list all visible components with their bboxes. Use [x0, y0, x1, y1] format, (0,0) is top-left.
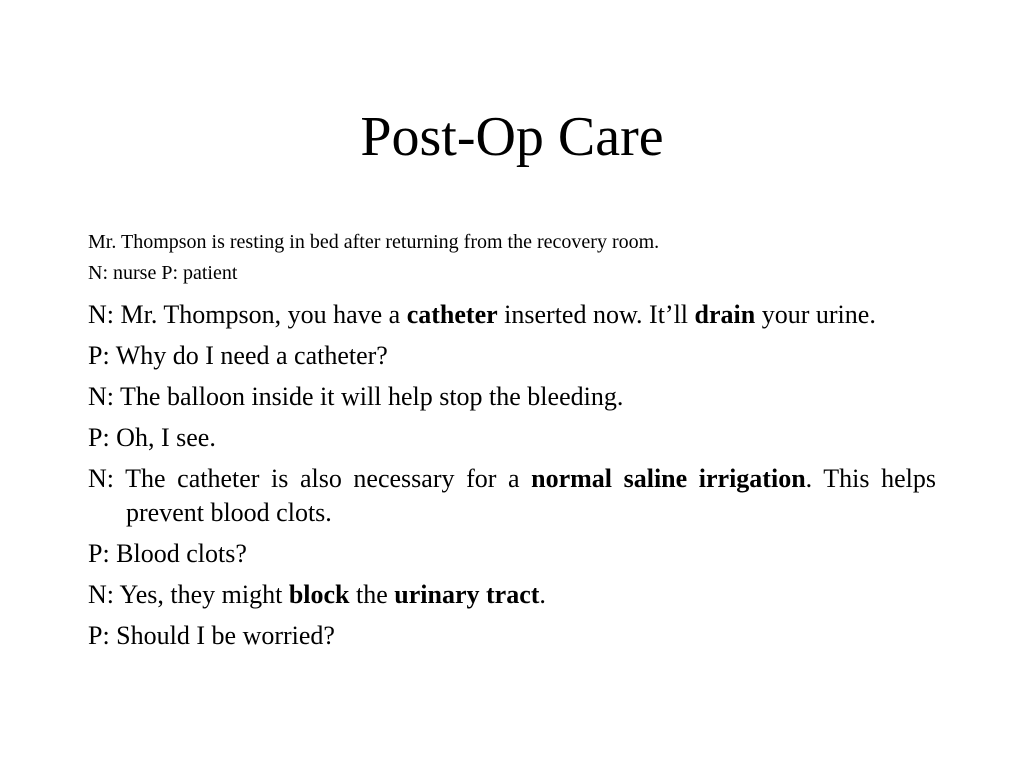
dialogue-line	[88, 619, 936, 653]
speaker-legend: N: nurse P: patient	[88, 262, 238, 284]
dialogue-line	[88, 298, 936, 332]
dialogue-text: P: Why do I need a catheter?	[88, 341, 388, 370]
dialogue-line	[88, 421, 936, 455]
keyword: block	[288, 580, 350, 609]
dialogue-text: N: Yes, they might	[88, 580, 289, 609]
slide-title: Post-Op Care	[360, 106, 664, 168]
dialogue-text: N: The catheter is also necessary for a	[88, 464, 532, 493]
dialogue-line	[88, 537, 936, 571]
dialogue-line	[88, 462, 936, 530]
dialogue-line	[88, 380, 936, 414]
dialogue-text: P: Should I be worried?	[88, 621, 335, 650]
dialogue-text: your urine.	[755, 300, 876, 329]
dialogue-text: N: Mr. Thompson, you have a	[88, 300, 407, 329]
keyword: drain	[694, 300, 756, 329]
keyword: urinary tract	[394, 580, 540, 609]
keyword: normal saline irrigation	[531, 464, 806, 493]
dialogue-line	[88, 578, 936, 612]
slide-body	[88, 228, 936, 660]
dialogue-text: . This helps prevent blood clots.	[126, 464, 936, 527]
keyword: catheter	[406, 300, 498, 329]
dialogue-text: inserted now. It’ll	[497, 300, 695, 329]
dialogue-line	[88, 339, 936, 373]
dialogue-text: P: Oh, I see.	[88, 423, 216, 452]
dialogue-text: N: The balloon inside it will help stop the bleeding.	[88, 382, 624, 411]
dialogue-text: the	[349, 580, 395, 609]
scene-description: Mr. Thompson is resting in bed after returning from the recovery room.	[88, 231, 660, 253]
dialogue-text: .	[539, 580, 546, 609]
dialogue-text: P: Blood clots?	[88, 539, 247, 568]
